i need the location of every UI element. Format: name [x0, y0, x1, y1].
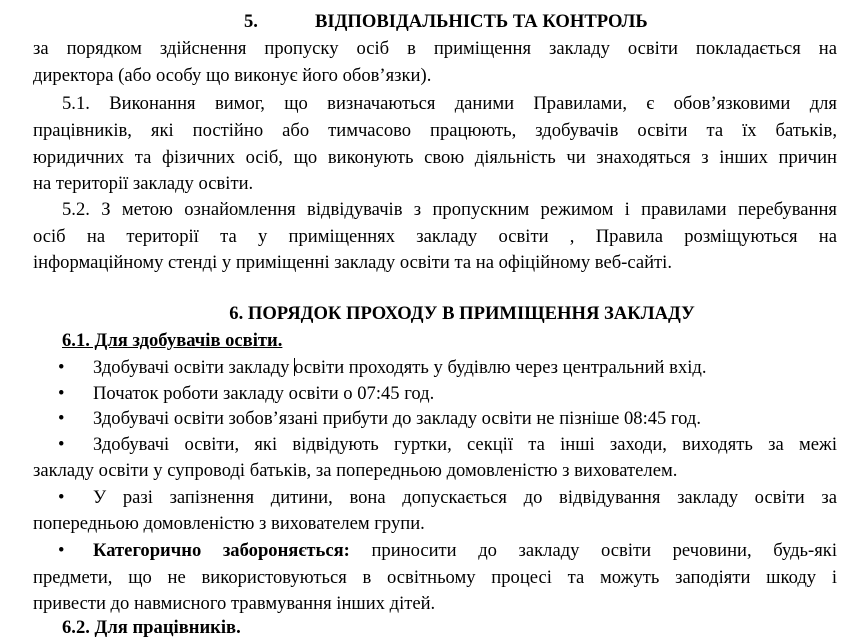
- paragraph-line: директора (або особу що виконує його обов’язки).: [33, 65, 432, 86]
- bullet-item: Здобувачі освіти, які відвідують гуртки, секції та інші заходи, виходять за межі: [93, 434, 837, 455]
- bullet-icon: •: [58, 487, 65, 508]
- section-5-title: ВІДПОВІДАЛЬНІСТЬ ТА КОНТРОЛЬ: [315, 11, 648, 32]
- bullet-item: У разі запізнення дитини, вона допускається до відвідування закладу освіти за: [93, 487, 837, 508]
- bullet-item: Початок роботи закладу освіти о 07:45 год.: [93, 383, 435, 404]
- bullet-item: Категорично забороняється: приносити до закладу освіти речовини, будь-які: [93, 540, 837, 561]
- paragraph-5-1-line: на території закладу освіти.: [33, 173, 254, 194]
- section-6-2-subtitle: 6.2. Для працівників.: [62, 617, 241, 638]
- bullet-item-continuation: закладу освіти у супроводі батьків, за попередньою домовленістю з вихователем.: [33, 460, 678, 481]
- paragraph-5-2-line: 5.2. З метою ознайомлення відвідувачів з пропускним режимом і правилами перебування: [62, 199, 837, 220]
- paragraph-line: за порядком здійснення пропуску осіб в приміщення закладу освіти покладається на: [33, 38, 837, 59]
- paragraph-5-2-line: осіб на території та у приміщеннях закладу освіти , Правила розміщуються на: [33, 226, 837, 247]
- paragraph-5-1-line: юридичних та фізичних осіб, що виконують свою діяльність чи знаходяться з інших причин: [33, 147, 837, 168]
- paragraph-5-2-line: інформаційному стенді у приміщенні закладу освіти та на офіційному веб-сайті.: [33, 252, 672, 273]
- paragraph-5-1-line: працівників, які постійно або тимчасово працюють, здобувачів освіти та їх батьків,: [33, 120, 837, 141]
- paragraph-5-1-line: 5.1. Виконання вимог, що визначаються даними Правилами, є обов’язковими для: [62, 93, 837, 114]
- bullet-item-continuation: попередньою домовленістю з вихователем групи.: [33, 513, 425, 534]
- bullet-icon: •: [58, 383, 65, 404]
- bullet-item-continuation: предмети, що не використовуються в освітньому процесі та можуть заподіяти шкоду і: [33, 567, 837, 588]
- bullet-item: Здобувачі освіти закладу освіти проходять у будівлю через центральний вхід.: [93, 357, 707, 378]
- bullet-item: Здобувачі освіти зобов’язані прибути до закладу освіти не пізніше 08:45 год.: [93, 408, 702, 429]
- section-6-title: 6. ПОРЯДОК ПРОХОДУ В ПРИМІЩЕННЯ ЗАКЛАДУ: [229, 303, 695, 324]
- bullet-icon: •: [58, 540, 65, 561]
- bullet-icon: •: [58, 357, 65, 378]
- section-5-number: 5.: [244, 11, 258, 32]
- emphasis-label: Категорично забороняється:: [93, 540, 350, 561]
- bullet-icon: •: [58, 434, 65, 455]
- section-6-1-subtitle: 6.1. Для здобувачів освіти.: [62, 330, 283, 351]
- bullet-item-continuation: привести до навмисного травмування інших дітей.: [33, 593, 436, 614]
- bullet-icon: •: [58, 408, 65, 429]
